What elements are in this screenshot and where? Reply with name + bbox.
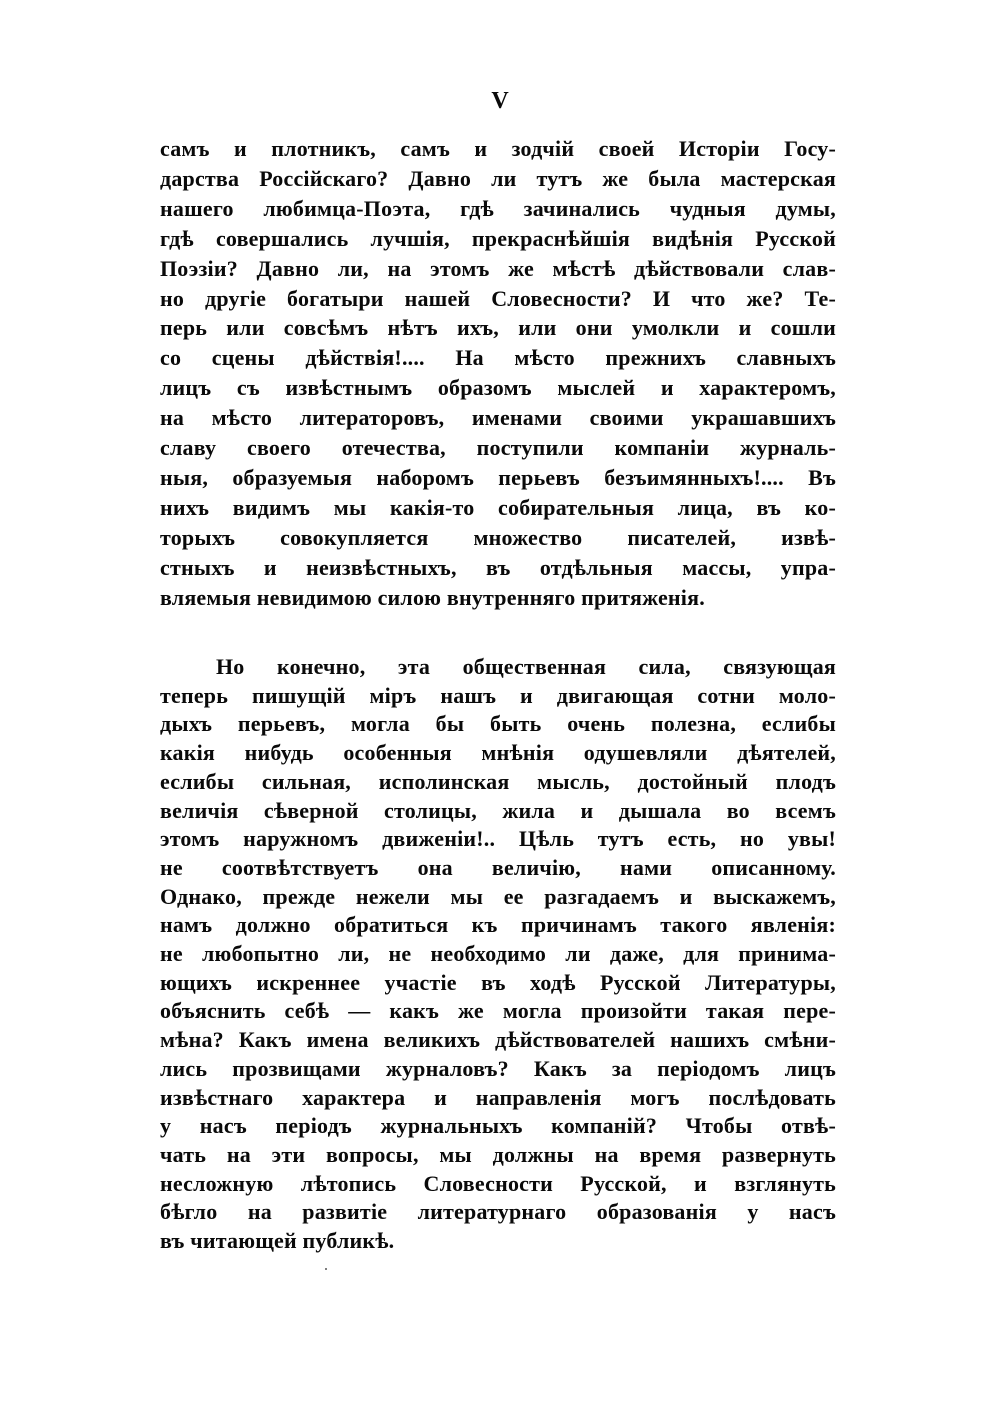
text-line: теперь пишущій міръ нашъ и двигающая сотни моло- (160, 682, 836, 708)
text-line: не соотвѣтствуетъ она величію, нами описанному. (160, 854, 836, 880)
text-line: дарства Россійскаго? Давно ли тутъ же была мастерская (160, 165, 836, 191)
text-line: Но конечно, эта общественная сила, связующая (216, 654, 836, 679)
text-line: на мѣсто литераторовъ, именами своими украшавшихъ (160, 405, 836, 431)
text-line: чать на эти вопросы, мы должны на время развернуть (160, 1141, 836, 1167)
text-line: лись прозвищами журналовъ? Какъ за періодомъ лицъ (160, 1055, 836, 1081)
text-line: въ читающей публикѣ. (160, 1228, 395, 1253)
text-line: мѣна? Какъ имена великихъ дѣйствователей нашихъ смѣни- (160, 1027, 836, 1053)
page-number: V (491, 88, 509, 114)
text-line: стныхъ и неизвѣстныхъ, въ отдѣльныя массы, упра- (160, 554, 836, 580)
text-line: какія нибудь особенныя мнѣнія одушевляли дѣятелей, (160, 740, 836, 766)
text-line: ющихъ искреннее участіе въ ходѣ Русской Литературы, (160, 969, 836, 995)
text-line: но другіе богатыри нашей Словесности? И что же? Те- (160, 285, 836, 311)
text-line: бѣгло на развитіе литературнаго образованія у насъ (160, 1199, 836, 1225)
scan-speck (325, 1268, 327, 1270)
text-line: нашего любимца-Поэта, гдѣ зачинались чудныя думы, (160, 195, 836, 221)
text-line: вляемыя невидимою силою внутренняго притяженія. (160, 584, 705, 610)
text-line: торыхъ совокупляется множество писателей, извѣ- (160, 524, 836, 550)
text-line: у насъ періодъ журнальныхъ компаній? Чтобы отвѣ- (160, 1113, 836, 1139)
text-line: объяснить себѣ — какъ же могла произойти такая пере- (160, 998, 836, 1024)
text-line: гдѣ совершались лучшія, прекраснѣйшія видѣнія Русской (160, 225, 836, 251)
text-line: этомъ наружномъ движеніи!.. Цѣль тутъ есть, но увы! (160, 826, 836, 852)
text-line: со сцены дѣйствія!.... На мѣсто прежнихъ славныхъ (160, 345, 836, 371)
text-line: лицъ съ извѣстнымъ образомъ мыслей и характеромъ, (160, 375, 836, 401)
text-line: Поэзіи? Давно ли, на этомъ же мѣстѣ дѣйствовали слав- (160, 255, 836, 281)
text-line: самъ и плотникъ, самъ и зодчій своей Исторіи Госу- (160, 136, 836, 161)
text-line: нихъ видимъ мы какія-то собирательныя лица, въ ко- (160, 494, 836, 520)
text-line: несложную лѣтопись Словесности Русской, и взглянуть (160, 1170, 836, 1196)
text-line: величія сѣверной столицы, жила и дышала во всемъ (160, 797, 836, 823)
text-line: славу своего отечества, поступили компаніи журналь- (160, 435, 836, 460)
text-line: не любопытно ли, не необходимо ли даже, для принима- (160, 941, 836, 966)
text-line: извѣстнаго характера и направленія могъ послѣдовать (160, 1084, 836, 1110)
text-line: еслибы сильная, исполинская мысль, достойный плодъ (160, 768, 836, 794)
text-line: намъ должно обратиться къ причинамъ такого явленія: (160, 912, 836, 938)
text-line: дыхъ перьевъ, могла бы быть очень полезна, еслибы (160, 711, 836, 737)
text-line: перь или совсѣмъ нѣтъ ихъ, или они умолкли и сошли (160, 315, 836, 341)
text-line: Однако, прежде нежели мы ее разгадаемъ и выскажемъ, (160, 883, 836, 909)
text-line: ныя, образуемыя наборомъ перьевъ безъимянныхъ!.... Въ (160, 464, 836, 490)
